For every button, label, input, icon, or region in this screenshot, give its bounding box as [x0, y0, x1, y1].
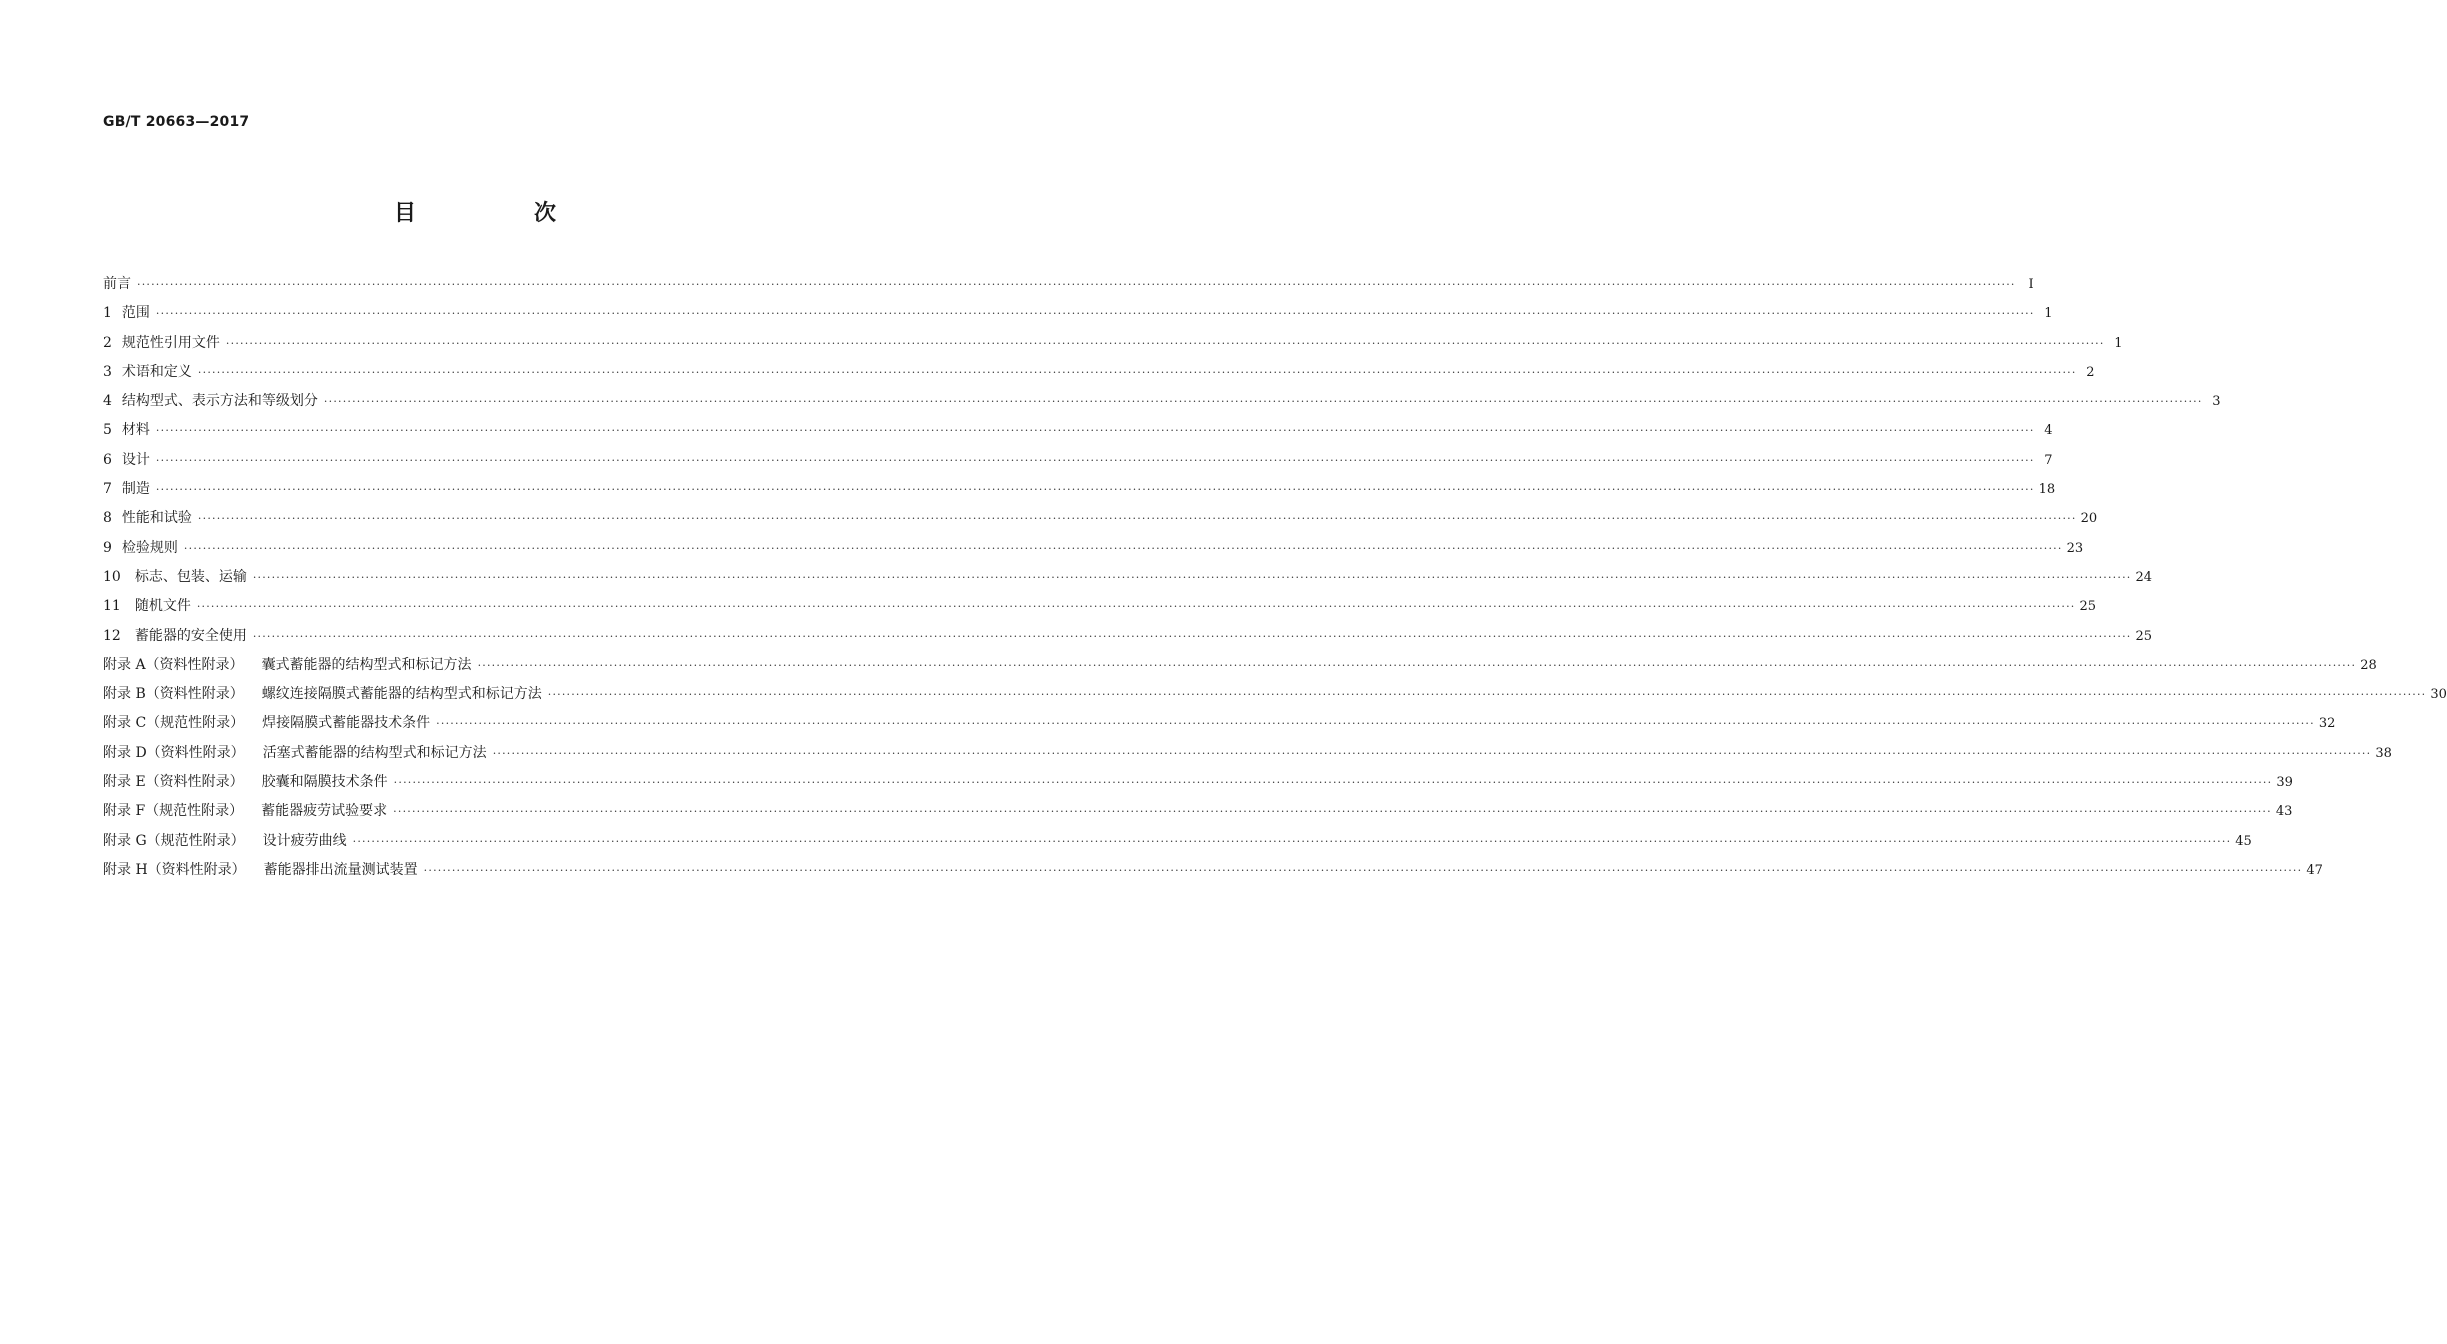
dot-leader: ················································································································································································································································································································································································································ [352, 834, 2232, 848]
toc-entry-12[interactable] [103, 622, 2153, 651]
toc-entry-2[interactable] [103, 329, 2123, 358]
toc-entry-page: 1 [2114, 335, 2123, 351]
dot-leader: ················································································································································································································································································································································································································ [547, 688, 2427, 702]
toc-entry-5[interactable] [103, 416, 2053, 445]
dot-leader: ················································································································································································································································································································································································································ [393, 776, 2273, 790]
dot-leader: ················································································································································································································································································································································································································ [492, 746, 2372, 760]
toc-entry-title: 蓄能器疲劳试验要求 [261, 803, 388, 820]
toc-entry-1[interactable] [103, 299, 2053, 328]
toc-entry-9[interactable] [103, 534, 2084, 563]
toc-entry-title: 随机文件 [134, 598, 191, 615]
toc-entry-annex-b[interactable] [103, 680, 2447, 709]
dot-leader: ················································································································································································································································································································································································································ [252, 570, 2132, 584]
toc-entry-page: 43 [2275, 804, 2293, 820]
dot-leader: ················································································································································································································································································································································································································ [155, 453, 2035, 467]
toc-entry-number: 7 [103, 481, 112, 498]
toc-entry-page: 45 [2235, 833, 2252, 849]
toc-entry-title: 蓄能器的安全使用 [134, 627, 247, 644]
toc-entry-number: 4 [103, 393, 112, 410]
toc-entry-number: 3 [103, 363, 112, 380]
toc-entry-page: 47 [2306, 862, 2323, 878]
toc-entry-number: 附录 D（资料性附录） [103, 744, 245, 761]
toc-entry-number: 附录 C（规范性附录） [103, 715, 245, 732]
dot-leader: ················································································································································································································································································································································································································ [155, 424, 2035, 438]
toc-entry-page: 39 [2276, 775, 2293, 791]
toc-entry-number: 9 [103, 539, 112, 556]
toc-entry-title: 结构型式、表示方法和等级划分 [121, 393, 318, 410]
toc-entry-title: 性能和试验 [121, 510, 192, 527]
dot-leader: ················································································································································································································································································································································································································ [183, 541, 2063, 555]
standard-code: GB/T 20663—2017 [103, 114, 250, 130]
toc-entry-page: 25 [2135, 628, 2153, 644]
toc-entry-page: 25 [2079, 599, 2097, 615]
toc-entry-number: 8 [103, 510, 112, 527]
toc-entry-number: 附录 A（资料性附录） [103, 656, 244, 673]
toc-entry-page: 38 [2375, 745, 2392, 761]
toc-entry-annex-f[interactable] [103, 797, 2293, 826]
toc-entry-title: 标志、包装、运输 [134, 568, 247, 585]
toc-entry-title: 前言 [103, 276, 131, 292]
toc-entry-number: 11 [103, 598, 121, 615]
toc-entry-number: 附录 B（资料性附录） [103, 686, 244, 703]
toc-entry-number: 6 [103, 451, 112, 468]
toc-entry-7[interactable] [103, 475, 2056, 504]
toc-entry-title: 制造 [121, 481, 150, 498]
dot-leader: ················································································································································································································································································································································································································ [323, 395, 2203, 409]
toc-entry-page: 24 [2135, 569, 2153, 585]
toc-entry-page: 4 [2044, 423, 2053, 439]
toc-entry-11[interactable] [103, 592, 2097, 621]
toc-entry-number: 附录 E（资料性附录） [103, 774, 244, 791]
toc-entry-title: 囊式蓄能器的结构型式和标记方法 [261, 656, 472, 673]
toc-entry-title: 设计疲劳曲线 [262, 832, 347, 849]
toc-entry-annex-h[interactable] [103, 856, 2323, 885]
dot-leader: ················································································································································································································································································································································································································ [477, 658, 2357, 672]
toc-entry-page: 28 [2360, 657, 2377, 673]
toc-entry-10[interactable] [103, 563, 2153, 592]
dot-leader: ················································································································································································································································································································································································································ [252, 629, 2132, 643]
toc-entry-page: 7 [2044, 452, 2053, 468]
toc-entry-title: 蓄能器排出流量测试装置 [263, 861, 418, 878]
dot-leader: ················································································································································································································································································································································································································ [393, 805, 2272, 819]
dot-leader: ················································································································································································································································································································································································································ [436, 717, 2315, 731]
dot-leader: ················································································································································································································································································································································································································ [423, 863, 2303, 877]
toc-entry-title: 规范性引用文件 [121, 334, 220, 351]
toc-entry-number: 12 [103, 627, 121, 644]
toc-entry-6[interactable] [103, 446, 2053, 475]
toc-entry-page: 1 [2044, 306, 2053, 322]
toc-entry-page: 2 [2086, 364, 2095, 380]
dot-leader: ················································································································································································································································································································································································································ [197, 365, 2077, 379]
toc-entry-title: 术语和定义 [121, 363, 192, 380]
toc-entry-page: 23 [2066, 540, 2084, 556]
toc-entry-annex-e[interactable] [103, 768, 2293, 797]
toc-entry-title: 设计 [121, 451, 150, 468]
toc-entry-annex-g[interactable] [103, 827, 2252, 856]
toc-entry-foreword[interactable] [103, 270, 2034, 299]
toc-entry-number: 10 [103, 568, 121, 585]
toc-entry-title: 范围 [121, 305, 150, 322]
toc-entry-number: 2 [103, 334, 112, 351]
toc-entry-number: 附录 H（资料性附录） [103, 861, 246, 878]
toc-entry-title: 焊接隔膜式蓄能器技术条件 [262, 715, 431, 732]
toc-entry-title: 材料 [121, 422, 150, 439]
toc-entry-title: 胶囊和隔膜技术条件 [261, 774, 388, 791]
dot-leader: ················································································································································································································································································································································································································ [155, 307, 2035, 321]
dot-leader: ················································································································································································································································································································································································································ [155, 483, 2035, 497]
toc-entry-8[interactable] [103, 504, 2098, 533]
toc-entry-title: 螺纹连接隔膜式蓄能器的结构型式和标记方法 [261, 686, 542, 703]
page-title: 目 次 [393, 201, 604, 226]
toc-entry-number: 1 [103, 305, 112, 322]
dot-leader: ················································································································································································································································································································································································································ [225, 336, 2105, 350]
toc-entry-page: Ⅰ [2028, 277, 2034, 292]
toc-entry-number: 5 [103, 422, 112, 439]
toc-entry-number: 附录 F（规范性附录） [103, 803, 244, 820]
toc-entry-annex-a[interactable] [103, 651, 2377, 680]
toc-entry-annex-c[interactable] [103, 709, 2336, 738]
toc-entry-page: 18 [2038, 482, 2056, 498]
toc-entry-annex-d[interactable] [103, 739, 2392, 768]
toc-entry-title: 活塞式蓄能器的结构型式和标记方法 [262, 744, 487, 761]
dot-leader: ················································································································································································································································································································································································································ [197, 512, 2077, 526]
toc-entry-4[interactable] [103, 387, 2221, 416]
toc-entry-number: 附录 G（规范性附录） [103, 832, 245, 849]
toc-entry-page: 20 [2080, 511, 2098, 527]
toc-entry-3[interactable] [103, 358, 2095, 387]
toc-entry-title: 检验规则 [121, 539, 178, 556]
toc-entry-page: 3 [2212, 394, 2221, 410]
dot-leader: ················································································································································································································································································································································································································ [196, 600, 2076, 614]
toc-entry-page: 32 [2318, 716, 2336, 732]
table-of-contents [103, 270, 2447, 885]
dot-leader: ················································································································································································································································································································································································································ [137, 278, 2016, 291]
toc-entry-page: 30 [2430, 687, 2447, 703]
